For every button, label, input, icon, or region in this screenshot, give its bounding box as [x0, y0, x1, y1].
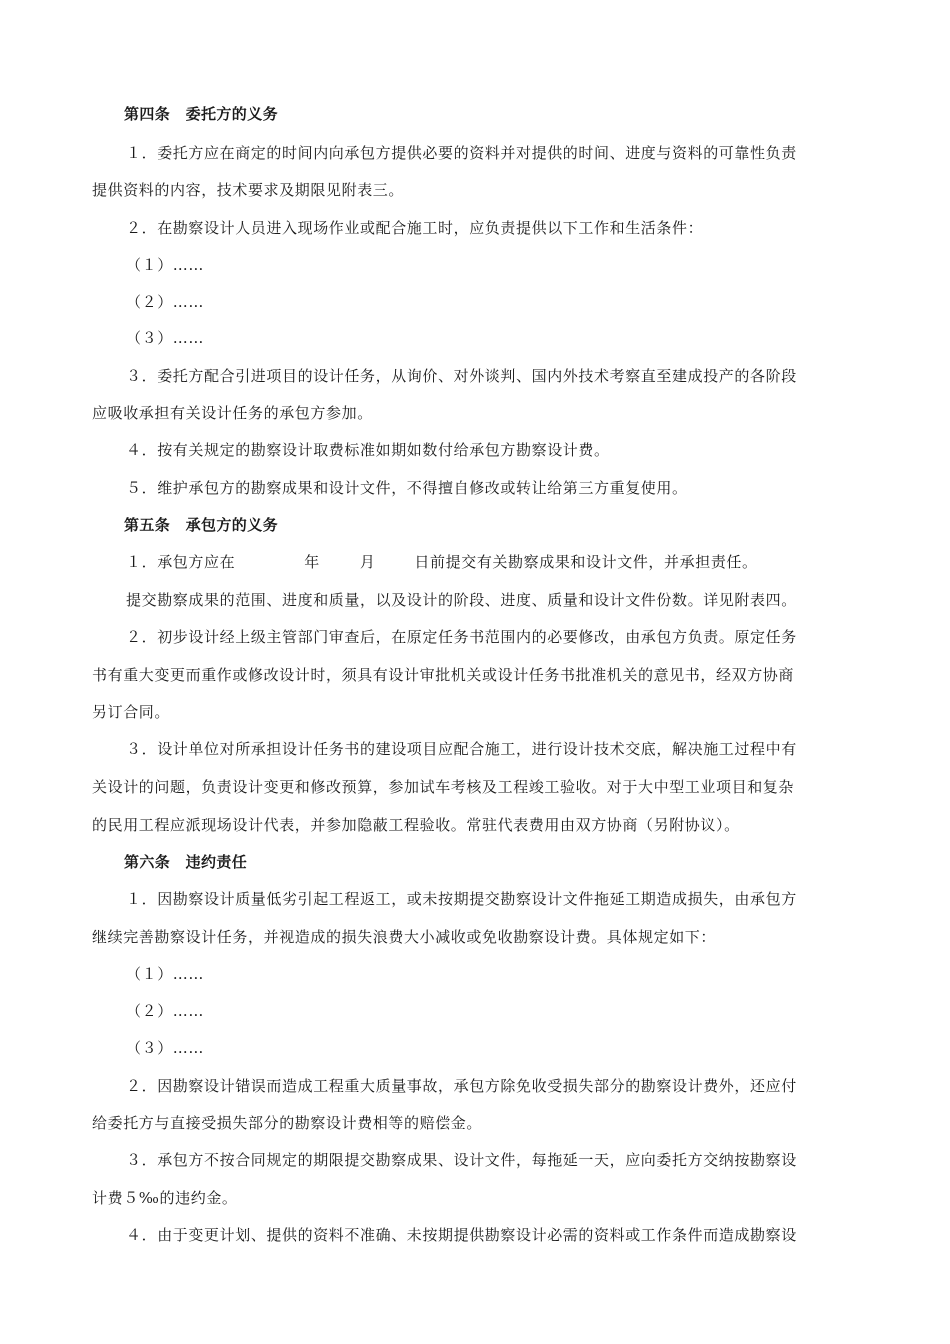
art6-item1: （１）…… [126, 965, 205, 983]
art5-clause1-prefix: １．承包方应在 [126, 553, 236, 571]
art6-clause1-line2: 继续完善勘察设计任务，并视造成的损失浪费大小减收或免收勘察设计费。具体规定如下： [92, 928, 717, 946]
art6-clause2-line2: 给委托方与直接受损失部分的勘察设计费相等的赔偿金。 [92, 1114, 483, 1132]
art4-clause3-line1: ３．委托方配合引进项目的设计任务，从询价、对外谈判、国内外技术考察直至建成投产的各阶段 [126, 367, 797, 385]
art4-item3: （３）…… [126, 329, 205, 347]
art5-clause3-line3: 的民用工程应派现场设计代表，并参加隐蔽工程验收。常驻代表费用由双方协商（另附协议）。 [92, 816, 740, 834]
art4-clause2: ２．在勘察设计人员进入现场作业或配合施工时，应负责提供以下工作和生活条件： [126, 219, 704, 237]
art5-clause1-year: 年 [304, 553, 320, 571]
art4-clause3-line2: 应吸收承担有关设计任务的承包方参加。 [92, 404, 373, 422]
art5-clause1-suffix: 日前提交有关勘察成果和设计文件，并承担责任。 [414, 553, 758, 571]
art5-clause3-line2: 关设计的问题，负责设计变更和修改预算，参加试车考核及工程竣工验收。对于大中型工业项目和复杂 [92, 778, 795, 796]
art6-item3: （３）…… [126, 1039, 205, 1057]
art5-clause2-line1: ２．初步设计经上级主管部门审查后，在原定任务书范围内的必要修改，由承包方负责。原定任务 [126, 628, 797, 646]
article-4-heading: 第四条 委托方的义务 [124, 105, 279, 123]
article-5-heading: 第五条 承包方的义务 [124, 516, 279, 534]
art6-clause1-line1: １．因勘察设计质量低劣引起工程返工，或未按期提交勘察设计文件拖延工期造成损失，由承包方 [126, 890, 797, 908]
art4-clause4: ４．按有关规定的勘察设计取费标准如期如数付给承包方勘察设计费。 [126, 441, 610, 459]
art4-clause1-line2: 提供资料的内容，技术要求及期限见附表三。 [92, 181, 405, 199]
art5-clause2-line2: 书有重大变更而重作或修改设计时，须具有设计审批机关或设计任务书批准机关的意见书，经双方协商 [92, 666, 795, 684]
art5-clause1-line2: 提交勘察成果的范围、进度和质量，以及设计的阶段、进度、质量和设计文件份数。详见附表四。 [126, 591, 797, 609]
art6-clause4-line1: ４．由于变更计划、提供的资料不准确、未按期提供勘察设计必需的资料或工作条件而造成勘察设 [126, 1226, 797, 1244]
art6-clause3-line2: 计费５‰的违约金。 [92, 1189, 238, 1207]
art4-clause1-line1: １．委托方应在商定的时间内向承包方提供必要的资料并对提供的时间、进度与资料的可靠性负责 [126, 144, 797, 162]
art6-item2: （２）…… [126, 1002, 205, 1020]
art5-clause1-line1 [126, 552, 758, 572]
art6-clause3-line1: ３．承包方不按合同规定的期限提交勘察成果、设计文件，每拖延一天，应向委托方交纳按勘察设 [126, 1151, 797, 1169]
art4-item2: （２）…… [126, 293, 205, 311]
art4-clause5: ５．维护承包方的勘察成果和设计文件，不得擅自修改或转让给第三方重复使用。 [126, 479, 688, 497]
article-6-heading: 第六条 违约责任 [124, 853, 248, 871]
art6-clause2-line1: ２．因勘察设计错误而造成工程重大质量事故，承包方除免收受损失部分的勘察设计费外，还应付 [126, 1077, 797, 1095]
art4-item1: （１）…… [126, 256, 205, 274]
art5-clause3-line1: ３．设计单位对所承担设计任务书的建设项目应配合施工，进行设计技术交底，解决施工过程中有 [126, 740, 797, 758]
art5-clause1-month: 月 [359, 553, 376, 571]
art5-clause2-line3: 另订合同。 [92, 703, 171, 721]
